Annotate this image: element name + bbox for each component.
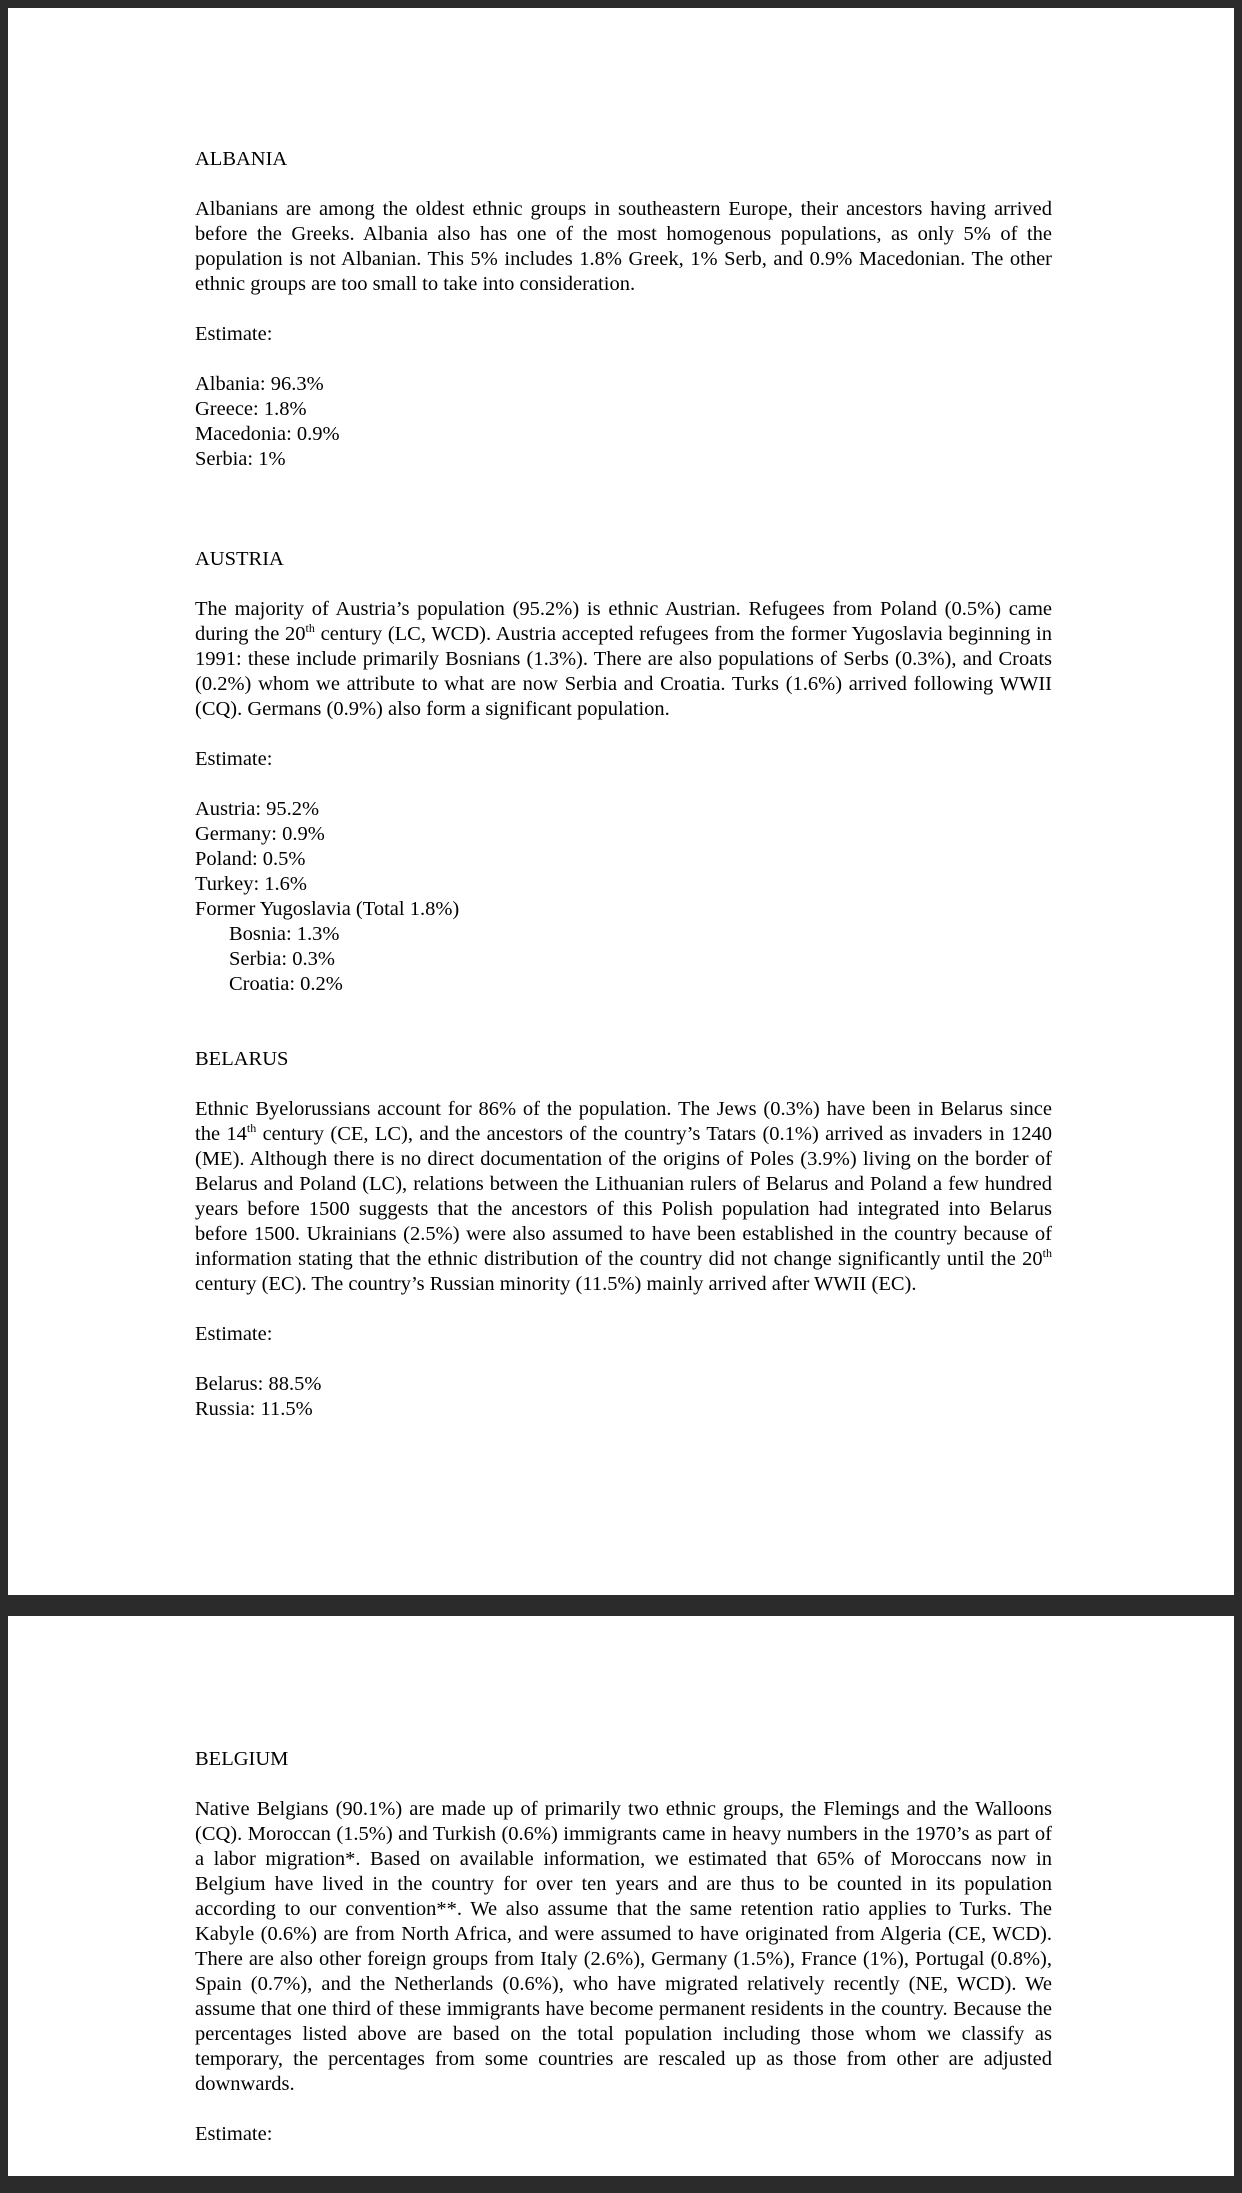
estimate-item: Germany: 0.9% bbox=[195, 823, 325, 845]
estimate-item: Russia: 11.5% bbox=[195, 1398, 313, 1420]
paragraph-albania: Albanians are among the oldest ethnic groups in southeastern Europe, their ancestors having arrived before the Greeks. Albania also has one of the most homogenous populations, as only 5% of the population is not Albanian. This 5% includes 1.8% Greek, 1% Serb, and 0.9% Macedonian. The other ethnic groups are too small to take into consideration. bbox=[195, 198, 1052, 295]
estimate-list-albania bbox=[195, 372, 1052, 472]
paragraph-belarus: Ethnic Byelorussians account for 86% of the population. The Jews (0.3%) have been in Belarus since the 14th century (CE, LC), and the ancestors of the country’s Tatars (0.1%) arrived as invaders in 1240 (ME). Although there is no direct documentation of the origins of Poles (3.9%) living on the border of Belarus and Poland (LC), relations between the Lithuanian rulers of Belarus and Poland a few hundred years before 1500 suggests that the ancestors of this Polish population had integrated into Belarus before 1500. Ukrainians (2.5%) were also assumed to have been established in the country because of information stating that the ethnic distribution of the country did not change significantly until the 20th century (EC). The country’s Russian minority (11.5%) mainly arrived after WWII (EC). bbox=[195, 1098, 1053, 1295]
estimate-sub-item: Serbia: 0.3% bbox=[229, 948, 335, 970]
estimate-item: Albania: 96.3% bbox=[195, 373, 324, 395]
estimate-list-austria bbox=[195, 797, 1052, 997]
page-1-content bbox=[195, 147, 1052, 1422]
estimate-item: Greece: 1.8% bbox=[195, 398, 307, 420]
estimate-item: Serbia: 1% bbox=[195, 448, 286, 470]
estimate-sub-item: Bosnia: 1.3% bbox=[229, 923, 340, 945]
estimate-item: Turkey: 1.6% bbox=[195, 873, 307, 895]
section-heading-albania: ALBANIA bbox=[195, 148, 288, 170]
estimate-label-austria: Estimate: bbox=[195, 748, 273, 770]
estimate-label-belarus: Estimate: bbox=[195, 1323, 273, 1345]
estimate-item: Macedonia: 0.9% bbox=[195, 423, 340, 445]
page-2-content bbox=[195, 1747, 1052, 2172]
estimate-sub-item: Croatia: 0.2% bbox=[229, 973, 343, 995]
section-heading-belgium: BELGIUM bbox=[195, 1748, 289, 1770]
section-heading-austria: AUSTRIA bbox=[195, 548, 284, 570]
section-heading-belarus: BELARUS bbox=[195, 1048, 289, 1070]
estimate-label-belgium: Estimate: bbox=[195, 2123, 273, 2145]
estimate-item: Belarus: 88.5% bbox=[195, 1373, 322, 1395]
estimate-list-belarus bbox=[195, 1372, 1052, 1422]
estimate-item: Poland: 0.5% bbox=[195, 848, 306, 870]
estimate-item: Former Yugoslavia (Total 1.8%) bbox=[195, 898, 460, 920]
document-page-1 bbox=[8, 8, 1234, 1595]
paragraph-austria: The majority of Austria’s population (95.2%) is ethnic Austrian. Refugees from Poland (0.5%) came during the 20th century (LC, WCD). Austria accepted refugees from the former Yugoslavia beginning in 1991: these include primarily Bosnians (1.3%). There are also populations of Serbs (0.3%), and Croats (0.2%) whom we attribute to what are now Serbia and Croatia. Turks (1.6%) arrived following WWII (CQ). Germans (0.9%) also form a significant population. bbox=[195, 598, 1052, 720]
document-page-2 bbox=[8, 1616, 1234, 2176]
estimate-label-albania: Estimate: bbox=[195, 323, 273, 345]
estimate-item: Austria: 95.2% bbox=[195, 798, 320, 820]
paragraph-belgium: Native Belgians (90.1%) are made up of primarily two ethnic groups, the Flemings and the Walloons (CQ). Moroccan (1.5%) and Turkish (0.6%) immigrants came in heavy numbers in the 1970’s as part of a labor migration*. Based on available information, we estimated that 65% of Moroccans now in Belgium have lived in the country for over ten years and are thus to be counted in its population according to our convention**. We also assume that the same retention ratio applies to Turks. The Kabyle (0.6%) are from North Africa, and were assumed to have originated from Algeria (CE, WCD). There are also other foreign groups from Italy (2.6%), Germany (1.5%), France (1%), Portugal (0.8%), Spain (0.7%), and the Netherlands (0.6%), who have migrated relatively recently (NE, WCD). We assume that one third of these immigrants have become permanent residents in the country. Because the percentages listed above are based on the total population including those whom we classify as temporary, the percentages from some countries are rescaled up as those from other are adjusted downwards. bbox=[195, 1798, 1052, 2095]
